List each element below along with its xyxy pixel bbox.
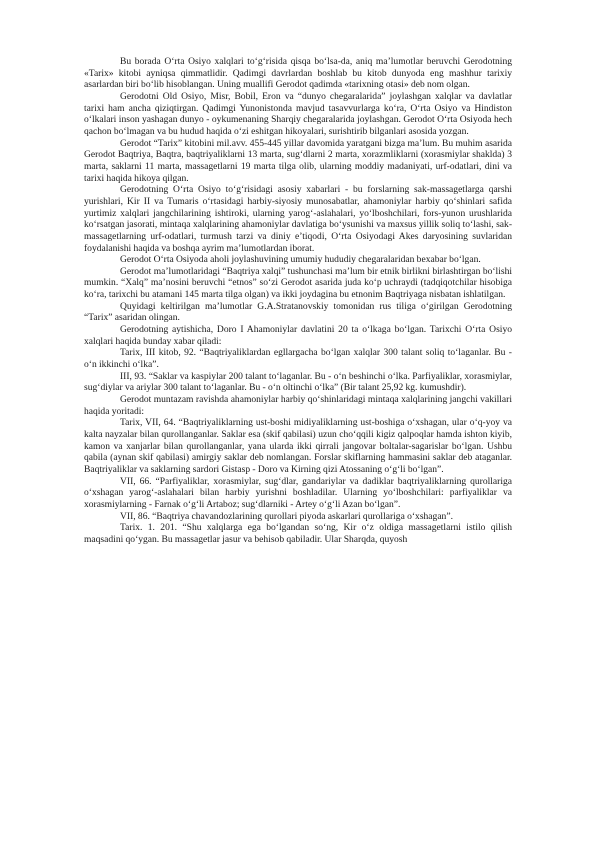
paragraph: Gerodotning O‘rta Osiyo to‘g‘risidagi asosiy xabarlari - bu forslarning sak-massagetlarga qarshi yurishlari, Kir II va Tumaris o‘rtasidagi harbiy-siyosiy munosabatlar, ahamoniylar harbiy qo‘shinlari safida yurtimiz xalqlari jangchilarining ishtiroki, ularning yarog‘-aslahalari, yo‘lboshchilari, fors-yunon urushlarida ko‘rsatgan jasorati, mintaqa xalqlarining ahamoniylar davlatiga bo‘ysunishi va maxsus yillik soliq to‘lashi, sak-massagetlarning urf-odatlari, turmush tarzi va diniy e’tiqodi, O‘rta Osiyodagi Akes daryosining suvlaridan foydalanishi haqida va boshqa ayrim ma’lumotlardan iborat. (84, 184, 512, 254)
paragraph: VII, 86. “Baqtriya chavandozlarining qurollari piyoda askarlari qurollariga o‘xshagan”. (120, 510, 453, 522)
paragraph: III, 93. “Saklar va kaspiylar 200 talant to‘laganlar. Bu - o‘n beshinchi o‘lka. Parfiyaliklar, xorasmiylar, sug‘diylar va ariylar 300 talant to‘laganlar. Bu - o‘n oltinchi o‘lka” (Bir talant 25,92 kg. kumushdir). (84, 370, 512, 394)
paragraph: Bu borada O‘rta Osiyo xalqlari to‘g‘risida qisqa bo‘lsa-da, aniq ma’lumotlar beruvchi Gerodotning «Tarix» kitobi ayniqsa qimmatlidir. Qadimgi davrlardan boshlab bu kitob dunyoda eng mashhur tarixiy asarlardan biri bo‘lib hisoblangan. Uning muallifi Gerodot qadimda «tarixning otasi» deb nom olgan. (84, 56, 512, 91)
paragraph: Tarix. 1. 201. “Shu xalqlarga ega bo‘lgandan so‘ng, Kir o‘z oldiga massagetlarni istilo qilish maqsadini qo‘ygan. Bu massagetlar jasur va behisob qabiladir. Ular Sharqda, quyosh (84, 522, 512, 545)
paragraph: Gerodot “Tarix” kitobini mil.avv. 455-445 yillar davomida yaratgani bizga ma’lum. Bu muhim asarida Gerodot Baqtriya, Baqtra, baqtriyaliklarni 13 marta, sug‘dlarni 2 marta, xorazmliklarni (xorasmiylar shaklda) 3 marta, saklarni 11 marta, massagetlarni 19 marta tilga olib, ularning moddiy madaniyati, urf-odatlari, dini va tarixi haqida hikoya qilgan. (84, 137, 512, 184)
paragraph: Quyidagi keltirilgan ma’lumotlar G.A.Stratanovskiy tomonidan rus tiliga o‘girilgan Gerodotning “Tarix” asaridan olingan. (84, 300, 512, 324)
paragraph: VII, 66. “Parfiyaliklar, xorasmiylar, sug‘dlar, gandariylar va dadiklar baqtriyaliklarning qurollariga o‘xshagan yarog‘-aslahalari bilan harbiy yurishni boshladilar. Ularning yo‘lboshchilari: parfiyaliklar va xorasmiylarning - Farnak o‘g‘li Artaboz; sug‘dlarniki - Artey o‘g‘li Azan bo‘lgan”. (84, 475, 512, 510)
paragraph: Gerodotning aytishicha, Doro I Ahamoniylar davlatini 20 ta o‘lkaga bo‘lgan. Tarixchi O‘rta Osiyo xalqlari haqida bunday xabar qiladi: (84, 324, 512, 347)
paragraph: Gerodot ma’lumotlaridagi “Baqtriya xalqi” tushunchasi ma’lum bir etnik birlikni birlashtirgan bo‘lishi mumkin. “Xalq” ma’nosini beruvchi “etnos” so‘zi Gerodot asarida juda ko‘p uchraydi (tadqiqotchilar hisobiga ko‘ra, tarixchi bu atamani 145 marta tilga olgan) va ikki joydagina bu etnonim Baqtriyaga nisbatan ishlatilgan. (84, 265, 512, 301)
document-body (84, 56, 512, 546)
paragraph: Tarix, VII, 64. “Baqtriyaliklarning ust-boshi midiyaliklarning ust-boshiga o‘xshagan, ular o‘q-yoy va kalta nayzalar bilan qurollanganlar. Saklar esa (skif qabilasi) uzun cho‘qqili kigiz qalpoqlar hamda ishton kiyib, kamon va xanjarlar bilan qurollanganlar, yana ularda ikki qirrali jangovar boltalar-sagarislar bo‘lgan. Ushbu qabila (aynan skif qabilasi) amirgiy saklar deb nomlangan. Forslar skiflarning hammasini saklar deb ataganlar. Baqtriyaliklar va saklarning sardori Gistasp - Doro va Kirning qizi Atossaning o‘g‘li bo‘lgan”. (84, 417, 512, 475)
paragraph: Gerodot muntazam ravishda ahamoniylar harbiy qo‘shinlaridagi mintaqa xalqlarining jangchi vakillari haqida yoritadi: (84, 394, 512, 417)
paragraph: Gerodotni Old Osiyo, Misr, Bobil, Eron va “dunyo chegaralarida” joylashgan xalqlar va davlatlar tarixi ham ancha qiziqtirgan. Qadimgi Yunonistonda mavjud tasavvurlarga ko‘ra, O‘rta Osiyo va Hindiston o‘lkalari inson yashagan dunyo - oykumenaning Sharqiy chegaralarida joylashgan. Gerodot O‘rta Osiyoda hech qachon bo‘lmagan va bu hudud haqida o‘zi eshitgan hikoyalari, surishtirib bilganlari asosida yozgan. (84, 90, 512, 137)
paragraph: Tarix, III kitob, 92. “Baqtriyaliklardan egllargacha bo‘lgan xalqlar 300 talant soliq to‘laganlar. Bu - o‘n ikkinchi o‘lka”. (84, 347, 512, 371)
paragraph: Gerodot O‘rta Osiyoda aholi joylashuvining umumiy hududiy chegaralaridan bexabar bo‘lgan. (120, 254, 481, 266)
